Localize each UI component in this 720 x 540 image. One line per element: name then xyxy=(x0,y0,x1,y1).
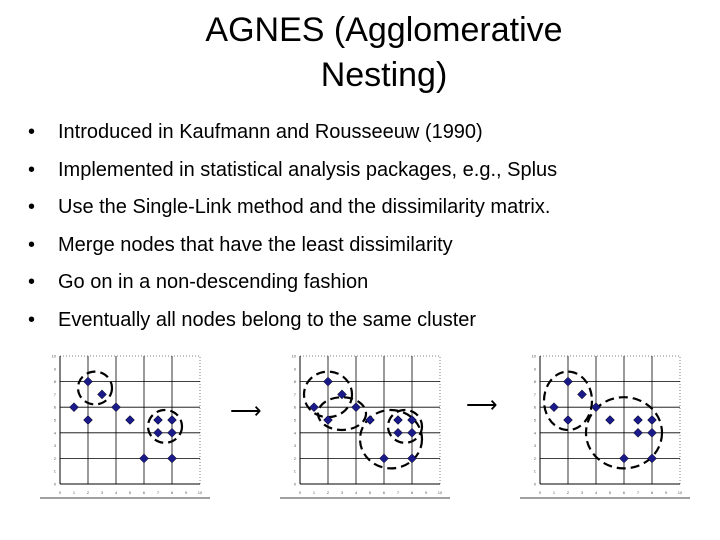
scatter-plot-3 xyxy=(512,346,702,506)
x-tick-label: 10 xyxy=(437,490,443,495)
y-tick-label: 3 xyxy=(53,443,56,449)
y-tick-label: 5 xyxy=(53,417,56,423)
y-tick-label: 2 xyxy=(53,455,56,461)
data-point xyxy=(564,416,573,425)
x-tick-label: 3 xyxy=(580,490,584,495)
bullet-dot: • xyxy=(28,196,36,218)
data-point xyxy=(634,428,643,437)
data-point xyxy=(380,454,389,463)
y-tick-label: 8 xyxy=(53,379,56,385)
y-tick-label: 1 xyxy=(53,468,56,474)
y-tick-label: 0 xyxy=(53,481,56,487)
data-point xyxy=(98,390,107,399)
y-tick-label: 1 xyxy=(533,468,536,474)
bullet-text: Eventually all nodes belong to the same cluster xyxy=(58,308,477,331)
x-tick-label: 6 xyxy=(622,490,626,495)
y-tick-label: 10 xyxy=(531,353,536,359)
y-tick-label: 6 xyxy=(293,404,296,410)
bullet-item xyxy=(28,118,557,156)
data-point xyxy=(408,428,417,437)
x-tick-label: 6 xyxy=(382,490,386,495)
x-tick-label: 1 xyxy=(552,490,556,495)
data-point xyxy=(84,377,93,386)
x-tick-label: 0 xyxy=(538,490,542,495)
bullet-item xyxy=(28,193,557,231)
y-tick-label: 10 xyxy=(51,353,56,359)
y-tick-label: 2 xyxy=(293,455,296,461)
bullet-item xyxy=(28,268,557,306)
data-point xyxy=(154,416,163,425)
y-tick-label: 1 xyxy=(293,468,296,474)
x-tick-label: 7 xyxy=(396,490,400,495)
y-tick-label: 0 xyxy=(533,481,536,487)
scatter-plot-2 xyxy=(272,346,462,506)
y-tick-label: 3 xyxy=(293,443,296,449)
y-tick-label: 2 xyxy=(533,455,536,461)
bullet-dot: • xyxy=(28,233,36,256)
x-tick-label: 3 xyxy=(100,490,104,495)
x-tick-label: 6 xyxy=(142,490,146,495)
x-tick-label: 0 xyxy=(298,490,302,495)
data-point xyxy=(126,416,135,425)
x-tick-label: 2 xyxy=(326,490,330,495)
y-tick-label: 6 xyxy=(533,404,536,410)
slide-title: AGNES (Agglomerative Nesting) xyxy=(205,11,563,94)
bullet-text: Introduced in Kaufmann and Rousseeuw (1990) xyxy=(58,121,483,143)
bullet-dot: • xyxy=(28,121,36,143)
data-point xyxy=(564,377,573,386)
data-point xyxy=(408,416,417,425)
x-tick-label: 4 xyxy=(114,490,118,495)
y-tick-label: 7 xyxy=(533,391,536,397)
cluster-outline xyxy=(78,372,112,405)
y-tick-label: 0 xyxy=(293,481,296,487)
x-tick-label: 10 xyxy=(677,490,683,495)
y-tick-label: 7 xyxy=(293,391,296,397)
data-point xyxy=(634,416,643,425)
y-tick-label: 9 xyxy=(293,366,296,372)
data-point xyxy=(84,416,93,425)
x-tick-label: 2 xyxy=(86,490,90,495)
data-point xyxy=(168,454,177,463)
x-tick-label: 7 xyxy=(636,490,640,495)
y-tick-label: 4 xyxy=(533,430,536,436)
y-tick-label: 8 xyxy=(293,379,296,385)
bullet-item xyxy=(28,306,557,344)
x-tick-label: 8 xyxy=(410,490,414,495)
y-tick-label: 3 xyxy=(533,443,536,449)
bullet-text: Implemented in statistical analysis packages, e.g., Splus xyxy=(58,158,558,181)
data-point xyxy=(408,454,417,463)
y-tick-label: 7 xyxy=(53,391,56,397)
bullet-list xyxy=(28,118,557,343)
x-tick-label: 1 xyxy=(312,490,316,495)
x-tick-label: 4 xyxy=(354,490,358,495)
x-tick-label: 9 xyxy=(424,490,428,495)
cluster-outline xyxy=(148,410,182,443)
data-point xyxy=(366,416,375,425)
x-tick-label: 5 xyxy=(128,490,132,495)
data-point xyxy=(648,454,657,463)
y-tick-label: 6 xyxy=(53,404,56,410)
data-point xyxy=(394,428,403,437)
data-point xyxy=(648,416,657,425)
data-point xyxy=(168,428,177,437)
x-tick-label: 5 xyxy=(608,490,612,495)
bullet-item xyxy=(28,156,557,194)
y-tick-label: 4 xyxy=(293,430,296,436)
data-point xyxy=(550,403,559,412)
data-point xyxy=(578,390,587,399)
x-tick-label: 9 xyxy=(664,490,668,495)
bullet-dot: • xyxy=(28,308,36,331)
data-point xyxy=(606,416,615,425)
bullet-text: Go on in a non-descending fashion xyxy=(58,271,369,293)
x-tick-label: 1 xyxy=(72,490,76,495)
data-point xyxy=(310,403,319,412)
bullet-text: Merge nodes that have the least dissimilarity xyxy=(58,233,453,256)
x-tick-label: 8 xyxy=(650,490,654,495)
data-point xyxy=(394,416,403,425)
y-tick-label: 9 xyxy=(533,366,536,372)
data-point xyxy=(352,403,361,412)
cluster-outline xyxy=(388,410,422,443)
bullet-item xyxy=(28,231,557,269)
bullet-dot: • xyxy=(28,158,36,181)
x-tick-label: 3 xyxy=(340,490,344,495)
data-point xyxy=(154,428,163,437)
y-tick-label: 5 xyxy=(293,417,296,423)
bullet-dot: • xyxy=(28,271,36,293)
x-tick-label: 4 xyxy=(594,490,598,495)
data-point xyxy=(140,454,149,463)
y-tick-label: 9 xyxy=(53,366,56,372)
scatter-plot-1 xyxy=(32,346,222,506)
y-tick-label: 4 xyxy=(53,430,56,436)
x-tick-label: 2 xyxy=(566,490,570,495)
y-tick-label: 5 xyxy=(533,417,536,423)
x-tick-label: 7 xyxy=(156,490,160,495)
x-tick-label: 9 xyxy=(184,490,188,495)
data-point xyxy=(648,428,657,437)
x-tick-label: 5 xyxy=(368,490,372,495)
y-tick-label: 10 xyxy=(291,353,296,359)
data-point xyxy=(70,403,79,412)
x-tick-label: 0 xyxy=(58,490,62,495)
data-point xyxy=(168,416,177,425)
y-tick-label: 8 xyxy=(533,379,536,385)
x-tick-label: 8 xyxy=(170,490,174,495)
bullet-text: Use the Single-Link method and the dissimilarity matrix. xyxy=(58,196,551,218)
data-point xyxy=(112,403,121,412)
arrow-right-icon: ⟶ xyxy=(230,398,262,423)
data-point xyxy=(620,454,629,463)
arrow-right-icon: ⟶ xyxy=(466,392,498,417)
data-point xyxy=(324,377,333,386)
x-tick-label: 10 xyxy=(197,490,203,495)
